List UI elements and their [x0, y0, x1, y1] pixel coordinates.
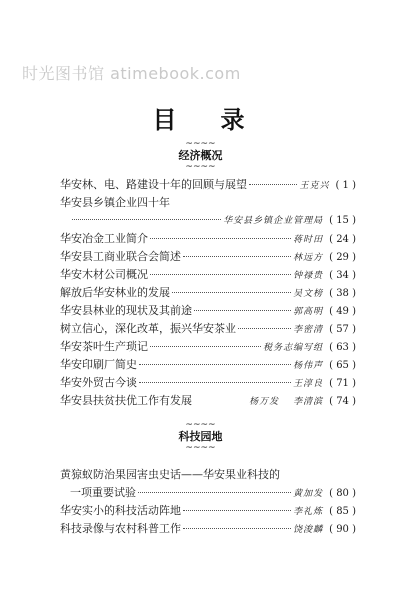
toc-entry-title: 华安冶金工业简介 [60, 232, 148, 245]
toc-entry-page: ( 80 ) [329, 488, 356, 499]
wave-ornament-bottom: ~~~~ [185, 443, 216, 453]
dot-leader [150, 274, 291, 275]
toc-entry-page: ( 90 ) [329, 524, 356, 535]
toc-entry-page: ( 85 ) [329, 506, 356, 517]
toc-entry-title: 华安林、电、路建设十年的回顾与展望 [60, 178, 247, 191]
toc-entry-author: 李密清 [293, 325, 324, 335]
section-header-economy [0, 140, 401, 172]
toc-entry-page: ( 24 ) [329, 234, 356, 245]
toc-entry-author: 蒋时田 [293, 235, 324, 245]
toc-entry[interactable] [60, 302, 356, 320]
toc-entry[interactable] [60, 374, 356, 392]
toc-entry-page: ( 63 ) [329, 342, 356, 353]
page-title-left-char: 目 [152, 106, 181, 134]
toc-entry-author: 王克兴 [299, 181, 330, 191]
toc-entry-title: 华安外贸古今谈 [60, 376, 137, 389]
dot-leader [249, 184, 297, 185]
dot-leader [183, 256, 291, 257]
toc-entry-title: 解放后华安林业的发展 [60, 286, 170, 299]
toc-entry[interactable] [60, 338, 356, 356]
toc-entry[interactable] [60, 466, 356, 484]
toc-entry[interactable] [60, 194, 356, 212]
toc-entry-title: 华安茶叶生产琐记 [60, 340, 148, 353]
dot-leader [150, 238, 291, 239]
toc-entry-continuation[interactable] [60, 484, 356, 502]
dot-leader [172, 292, 291, 293]
dot-leader [139, 364, 291, 365]
toc-entry-title: 华安县乡镇企业四十年 [60, 196, 170, 209]
wave-ornament-top: ~~~~ [185, 420, 216, 430]
section-header-science [0, 421, 401, 453]
page-title [0, 100, 401, 135]
toc-entry-title: 华安木材公司概况 [60, 268, 148, 281]
toc-entry-author: 税务志编写组 [263, 343, 324, 353]
toc-entry[interactable] [60, 520, 356, 538]
toc-entry[interactable] [60, 266, 356, 284]
toc-entry-page: ( 15 ) [329, 215, 356, 226]
watermark: 时光图书馆 atimebook.com [22, 64, 241, 83]
toc-entry-author: 杨伟声 [293, 361, 324, 371]
toc-entry-title: 一项重要试验 [70, 486, 136, 499]
toc-entry-author: 李清滨 [293, 397, 324, 407]
toc-entry-title: 华安印刷厂简史 [60, 358, 137, 371]
toc-entry-page: ( 71 ) [329, 378, 356, 389]
toc-entry-title: 华安县扶贫扶优工作有发展 [60, 394, 192, 407]
toc-entry-page: ( 57 ) [329, 324, 356, 335]
toc-entry[interactable] [60, 320, 356, 338]
toc-entry-author: 华安县乡镇企业管理局 [223, 216, 324, 226]
toc-entry-author: 黄加发 [293, 489, 324, 499]
toc-entry-title: 树立信心，深化改革，振兴华安茶业 [60, 322, 236, 335]
toc-entry-title: 黄猄蚁防治果园害虫史话——华安果业科技的 [60, 468, 280, 481]
toc-entry[interactable] [60, 248, 356, 266]
toc-entry[interactable] [60, 176, 356, 194]
toc-entry-author: 吴文榜 [293, 289, 324, 299]
toc-entry[interactable] [60, 502, 356, 520]
section-label: 科技园地 [178, 430, 223, 443]
toc-entry-coauthor: 杨万发 [249, 397, 280, 407]
toc-entry-page: ( 49 ) [329, 306, 356, 317]
toc-entry-page: ( 65 ) [329, 360, 356, 371]
toc-entry-continuation[interactable] [60, 212, 356, 230]
toc-entry-author: 钟禄贵 [293, 271, 324, 281]
section-label: 经济概况 [178, 149, 223, 162]
toc-entry-title: 华安县林业的现状及其前途 [60, 304, 192, 317]
toc-entry-author: 饶浚麟 [293, 525, 324, 535]
toc-entry[interactable] [60, 356, 356, 374]
toc-entry[interactable] [60, 392, 356, 410]
toc-list-science [60, 466, 356, 538]
dot-leader [72, 219, 221, 220]
dot-leader [139, 382, 291, 383]
toc-entry-page: ( 1 ) [335, 180, 356, 191]
toc-entry-title: 华安县工商业联合会简述 [60, 250, 181, 263]
dot-leader [138, 492, 291, 493]
wave-ornament-bottom: ~~~~ [185, 162, 216, 172]
toc-entry-author: 李礼炼 [293, 507, 324, 517]
dot-leader [150, 346, 261, 347]
toc-entry-title: 科技录像与农村科普工作 [60, 522, 181, 535]
dot-leader [194, 310, 291, 311]
toc-entry-author: 王淳良 [293, 379, 324, 389]
dot-leader [183, 510, 291, 511]
dot-leader [238, 328, 291, 329]
toc-entry-title: 华安实小的科技活动阵地 [60, 504, 181, 517]
page-title-right-char: 录 [220, 106, 249, 134]
toc-entry-page: ( 29 ) [329, 252, 356, 263]
dot-leader [183, 528, 291, 529]
wave-ornament-top: ~~~~ [185, 139, 216, 149]
toc-list-economy [60, 176, 356, 410]
toc-entry-author: 林远方 [293, 253, 324, 263]
toc-entry[interactable] [60, 284, 356, 302]
toc-entry-author: 郭高明 [293, 307, 324, 317]
toc-entry-page: ( 74 ) [329, 396, 356, 407]
toc-entry-page: ( 38 ) [329, 288, 356, 299]
toc-entry[interactable] [60, 230, 356, 248]
toc-entry-page: ( 34 ) [329, 270, 356, 281]
